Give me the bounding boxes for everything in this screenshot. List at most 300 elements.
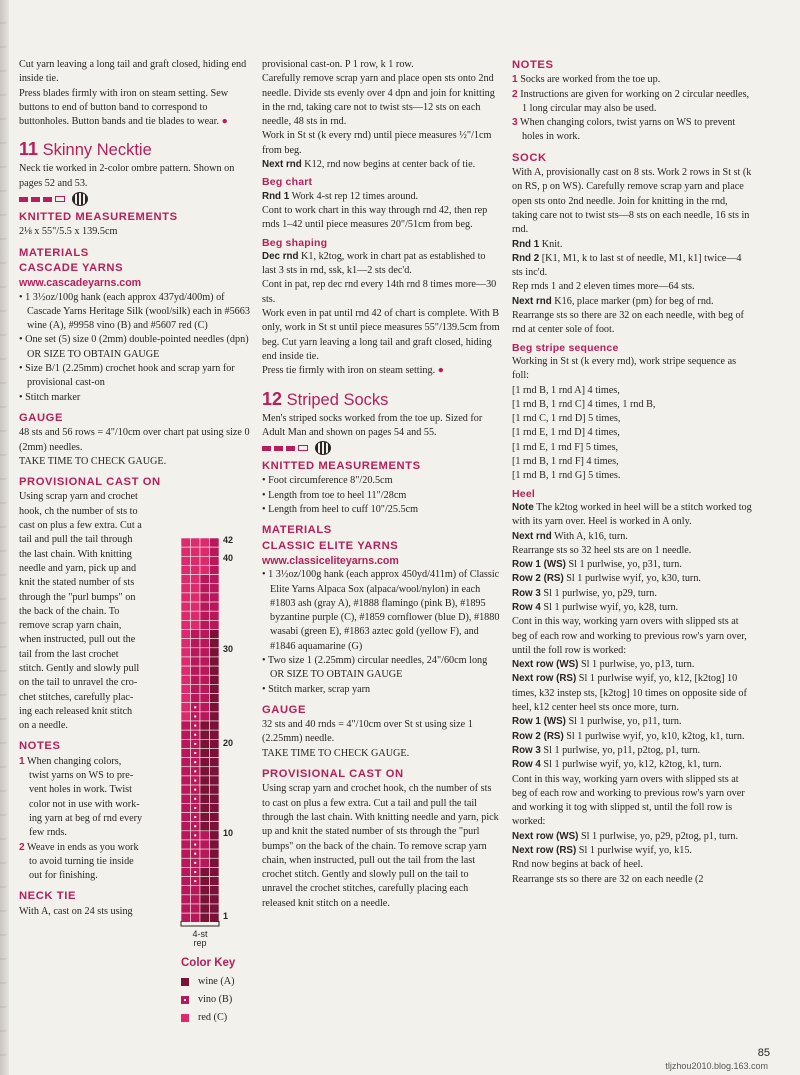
chart-cell bbox=[181, 611, 191, 620]
sock-heading: SOCK bbox=[512, 151, 547, 164]
chart-cell bbox=[181, 639, 191, 648]
chart-cell bbox=[210, 538, 220, 547]
note-number: 1 bbox=[19, 755, 25, 767]
chart-cell bbox=[200, 584, 210, 593]
chart-cell bbox=[200, 630, 210, 639]
text-para: Rearrange sts so there are 32 on each needle (2 bbox=[512, 873, 704, 885]
instruction: Row 4 Sl 1 purlwise wyif, yo, k12, k2tog, k1, turn. bbox=[512, 759, 722, 771]
chart-cell bbox=[191, 886, 201, 895]
chart-cell bbox=[210, 877, 220, 886]
chart-cell bbox=[191, 904, 201, 913]
chart-cell bbox=[200, 639, 210, 648]
chart-cell bbox=[210, 593, 220, 602]
materials-heading: MATERIALS bbox=[19, 246, 89, 259]
chart-cell bbox=[181, 703, 191, 712]
color-key-item: vino (B) bbox=[181, 993, 235, 1006]
chart-cell bbox=[181, 694, 191, 703]
text-line: cast on plus a few extra. Cut a bbox=[19, 520, 142, 532]
chart-cell bbox=[191, 666, 201, 675]
chart-cell bbox=[200, 611, 210, 620]
skill-level-indicator bbox=[19, 194, 250, 204]
stripe-line: [1 rnd B, 1 rnd G] 5 times. bbox=[512, 470, 621, 482]
text-para: Working in St st (k every rnd), work stripe sequence as foll: bbox=[512, 355, 737, 382]
chart-cell bbox=[210, 684, 220, 693]
chart-cell bbox=[210, 849, 220, 858]
stripe-line: [1 rnd B, 1 rnd A] 4 times, bbox=[512, 384, 620, 396]
chart-cell bbox=[200, 703, 210, 712]
yarn-url: www.classiceliteyarns.com bbox=[262, 554, 399, 567]
chart-cell bbox=[181, 630, 191, 639]
text-para: Rearrange sts so 32 heel sts are on 1 needle. bbox=[512, 544, 692, 556]
chart-cell bbox=[191, 620, 201, 629]
chart-cell bbox=[200, 694, 210, 703]
chart-cell bbox=[181, 904, 191, 913]
chart-cell bbox=[210, 822, 220, 831]
chart-cell bbox=[200, 593, 210, 602]
chart-cell bbox=[191, 694, 201, 703]
note-2: 2 Weave in ends as you work to avoid turning tie inside out for finishing. bbox=[19, 841, 139, 882]
chart-cell bbox=[210, 584, 220, 593]
material-item: • Stitch marker, scrap yarn bbox=[262, 683, 371, 695]
chart-cell bbox=[200, 886, 210, 895]
row-label: 30 bbox=[223, 644, 234, 654]
chart-cell bbox=[200, 730, 210, 739]
provisional-cast-on-text bbox=[19, 490, 169, 733]
chart-cell bbox=[200, 877, 210, 886]
skill-bar bbox=[19, 197, 28, 202]
chart-cell bbox=[181, 565, 191, 574]
instruction: Row 4 Sl 1 purlwise wyif, yo, k28, turn. bbox=[512, 601, 679, 613]
chart-cell bbox=[181, 877, 191, 886]
heel-heading: Heel bbox=[512, 487, 535, 500]
chart-cell bbox=[210, 831, 220, 840]
chart-cell bbox=[181, 657, 191, 666]
knitted-measurements-heading: KNITTED MEASUREMENTS bbox=[19, 211, 178, 224]
intro-para-2: Press blades firmly with iron on steam setting. Sew buttons to end of button band to correspond to buttonholes. Button bands and tie blades to wear. ● bbox=[19, 87, 229, 128]
chart-cell bbox=[200, 803, 210, 812]
beg-shaping-heading: Beg shaping bbox=[262, 236, 328, 249]
chart-cell bbox=[210, 730, 220, 739]
chart-cell bbox=[181, 602, 191, 611]
chart-cell bbox=[181, 831, 191, 840]
chart-cell bbox=[181, 822, 191, 831]
chart-cell bbox=[200, 556, 210, 565]
instruction: Next row (WS) Sl 1 purlwise, yo, p13, turn. bbox=[512, 659, 695, 671]
yarn-url: www.cascadeyarns.com bbox=[19, 277, 142, 290]
beg-chart-heading: Beg chart bbox=[262, 176, 313, 189]
text-para: Press tie firmly with iron on steam setting. ● bbox=[262, 365, 444, 377]
chart-cell bbox=[200, 895, 210, 904]
chart-cell bbox=[181, 803, 191, 812]
chart-cell bbox=[210, 794, 220, 803]
chart-cell-dot bbox=[194, 871, 196, 873]
chart-cell bbox=[191, 648, 201, 657]
text-line: on a needle. bbox=[19, 720, 68, 732]
chart-cell-dot bbox=[194, 862, 196, 864]
page-number: 85 bbox=[757, 1047, 770, 1059]
provisional-cast-on-heading: PROVISIONAL CAST ON bbox=[19, 476, 161, 489]
chart-cell bbox=[200, 813, 210, 822]
intro-para-1: Cut yarn leaving a long tail and graft closed, hiding end inside tie. bbox=[19, 59, 247, 85]
text-line: ing each released knit stitch bbox=[19, 705, 133, 717]
knitted-measurements-heading: KNITTED MEASUREMENTS bbox=[262, 460, 421, 473]
chart-cell bbox=[200, 776, 210, 785]
gauge-heading: GAUGE bbox=[19, 411, 64, 424]
chart-cell bbox=[210, 639, 220, 648]
chart-cell bbox=[210, 739, 220, 748]
chart-cell bbox=[210, 666, 220, 675]
chart-cell bbox=[200, 904, 210, 913]
project-number: 11 bbox=[19, 139, 39, 160]
instruction: Row 3 Sl 1 purlwise, yo, p29, turn. bbox=[512, 587, 657, 599]
text-para: Work in St st (k every rnd) until piece measures ½"/1cm from beg. bbox=[262, 130, 492, 156]
chart-cell-dot bbox=[194, 844, 196, 846]
chart-cell bbox=[200, 767, 210, 776]
row-label: 20 bbox=[223, 738, 234, 748]
chart-cell bbox=[181, 712, 191, 721]
knitted-measurements-text: 2⅛ x 55"/5.5 x 139.5cm bbox=[19, 226, 118, 238]
note-number: 2 bbox=[19, 841, 25, 853]
instruction: Next rnd K12, rnd now begins at center back of tie. bbox=[262, 159, 476, 171]
chart-cell bbox=[181, 785, 191, 794]
skill-level-indicator bbox=[262, 443, 500, 453]
chart-cell bbox=[200, 794, 210, 803]
chart-cell-dot bbox=[194, 807, 196, 809]
text-para: Rep rnds 1 and 2 eleven times more—64 sts. bbox=[512, 281, 695, 293]
chart-cell bbox=[200, 748, 210, 757]
measurement-item: • Foot circumference 8"/20.5cm bbox=[262, 475, 393, 487]
chart-cell bbox=[200, 785, 210, 794]
chart-cell bbox=[210, 712, 220, 721]
chart-cell bbox=[181, 748, 191, 757]
chart-cell bbox=[200, 648, 210, 657]
end-mark: ● bbox=[437, 365, 444, 377]
chart-cell-dot bbox=[194, 770, 196, 772]
bleed-through bbox=[0, 0, 6, 1075]
project-12-title bbox=[262, 389, 500, 410]
chart-cell-dot bbox=[194, 715, 196, 717]
chart-cell bbox=[181, 547, 191, 556]
chart-cell bbox=[181, 538, 191, 547]
chart-cell-dot bbox=[194, 734, 196, 736]
instruction: Rnd 1 Work 4-st rep 12 times around. bbox=[262, 190, 419, 202]
stripe-line: [1 rnd B, 1 rnd F] 4 times, bbox=[512, 456, 619, 468]
color-swatch bbox=[181, 996, 189, 1004]
chart-cell bbox=[200, 575, 210, 584]
yarn-brand-heading: CASCADE YARNS bbox=[19, 261, 124, 274]
chart-cell bbox=[210, 648, 220, 657]
skill-bar bbox=[262, 446, 271, 451]
color-key bbox=[181, 957, 235, 1029]
chart-cell bbox=[210, 703, 220, 712]
instruction: Rnd 1 Knit. bbox=[512, 238, 563, 250]
text-line: the back of the chain. To bbox=[19, 605, 120, 617]
chart-cell bbox=[181, 867, 191, 876]
chart-cell bbox=[181, 620, 191, 629]
project-name: Skinny Necktie bbox=[42, 141, 152, 160]
instruction: Dec rnd K1, k2tog, work in chart pat as established to last 3 sts in rnd, ssk, k1—2 sts dec'd. bbox=[262, 250, 486, 277]
chart-cell bbox=[210, 858, 220, 867]
chart-cell bbox=[200, 867, 210, 876]
chart-cell bbox=[210, 620, 220, 629]
material-item: • One set (5) size 0 (2mm) double-pointed needles (dpn) OR SIZE TO OBTAIN GAUGE bbox=[19, 334, 249, 360]
chart-cell bbox=[181, 849, 191, 858]
row-label: 42 bbox=[223, 535, 234, 545]
chart-cell bbox=[200, 712, 210, 721]
instruction: Row 2 (RS) Sl 1 purlwise wyif, yo, k10, k2tog, k1, turn. bbox=[512, 730, 745, 742]
chart-cell bbox=[210, 748, 220, 757]
gauge-heading: GAUGE bbox=[262, 703, 307, 716]
instruction: Next row (RS) Sl 1 purlwise wyif, yo, k12, [k2tog] 10 times, k32 instep sts, [k2tog] 10 times on opposite side of heel, k12 center heel sts once more, turn. bbox=[512, 673, 747, 714]
chart-cell bbox=[200, 840, 210, 849]
chart-grid bbox=[180, 537, 220, 929]
chart-cell bbox=[181, 666, 191, 675]
chart-cell bbox=[210, 602, 220, 611]
skill-bar-empty bbox=[55, 196, 65, 202]
note-item: 2 Instructions are given for working on 2 circular needles, 1 long circular may also be used. bbox=[512, 88, 750, 114]
chart-cell bbox=[181, 758, 191, 767]
measurement-item: • Length from heel to cuff 10"/25.5cm bbox=[262, 504, 419, 516]
provisional-cast-on-text: Using scrap yarn and crochet hook, ch the number of sts to cast on plus a few extra. Cut a tail and pull the tail through the last chain. With knitting needle and yarn, pick up and knit the stated number of sts through the "purl bumps" on the back of the chain. To remove scrap yarn chain, when instructed, pull out the tail from the last crochet stitch. Gently and slowly pull on the tail to unravel the crochet stitches, carefully placing each released knit stitch on a needle. bbox=[262, 783, 499, 909]
project-description: Neck tie worked in 2-color ombre pattern. Shown on pages 52 and 53. bbox=[19, 163, 235, 189]
chart-cell bbox=[181, 858, 191, 867]
instruction: Next rnd With A, k16, turn. bbox=[512, 530, 628, 542]
chart-cell bbox=[200, 538, 210, 547]
chart-cell-dot bbox=[194, 880, 196, 882]
chart-cell bbox=[181, 575, 191, 584]
material-item: • Stitch marker bbox=[19, 391, 81, 403]
instruction: Rnd 2 [K1, M1, k to last st of needle, M1, k1] twice—4 sts inc'd. bbox=[512, 252, 742, 279]
text-para: Cont to work chart in this way through rnd 42, then rep rnds 1–42 until piece measures 20"/51cm from beg. bbox=[262, 204, 488, 231]
chart-cell bbox=[181, 721, 191, 730]
chart-cell-dot bbox=[194, 789, 196, 791]
chart-cell bbox=[181, 794, 191, 803]
notes-heading: NOTES bbox=[512, 59, 554, 71]
note-item: 3 When changing colors, twist yarns on WS to prevent holes in work. bbox=[512, 117, 736, 143]
stripe-line: [1 rnd E, 1 rnd F] 5 times, bbox=[512, 441, 619, 453]
chart-cell bbox=[181, 886, 191, 895]
chart-cell bbox=[210, 721, 220, 730]
chart-cell bbox=[191, 657, 201, 666]
chart-cell bbox=[181, 776, 191, 785]
chart-cell bbox=[191, 593, 201, 602]
chart-cell-dot bbox=[194, 816, 196, 818]
neck-tie-text: With A, cast on 24 sts using bbox=[19, 905, 133, 917]
material-item: • Two size 1 (2.25mm) circular needles, 24"/60cm long OR SIZE TO OBTAIN GAUGE bbox=[262, 654, 488, 681]
chart-cell bbox=[191, 556, 201, 565]
chart-cell bbox=[210, 840, 220, 849]
stripe-sequence-heading: Beg stripe sequence bbox=[512, 341, 619, 354]
chart-cell bbox=[200, 602, 210, 611]
text-line: tail from the last crochet bbox=[19, 648, 119, 660]
skill-bar bbox=[31, 197, 40, 202]
chart-cell bbox=[200, 547, 210, 556]
text-para: Cont in pat, rep dec rnd every 14th rnd 8 times more—30 sts. bbox=[262, 279, 497, 305]
text-line: Using scrap yarn and crochet bbox=[19, 491, 138, 503]
project-description: Men's striped socks worked from the toe up. Sized for Adult Man and shown on pages 54 and 55. bbox=[262, 412, 483, 438]
color-swatch bbox=[181, 978, 189, 986]
chart-cell bbox=[210, 675, 220, 684]
color-swatch bbox=[181, 1014, 189, 1022]
chart-cell-dot bbox=[194, 779, 196, 781]
text-para: provisional cast-on. P 1 row, k 1 row. bbox=[262, 59, 414, 70]
material-item: • 1 3½oz/100g hank (each approx 450yd/411m) of Classic Elite Yarns Alpaca Sox (alpaca/wool/nylon) in each #1803 ash (gray A), #1888 flamingo (pink B), #1895 byzantine purple (C), #1859 cornflower (blue D), #1880 wasabi (green E), #1863 aztec gold (yellow F), and #1846 aquamarine (G) bbox=[262, 569, 500, 652]
chart-cell bbox=[181, 675, 191, 684]
chart-cell bbox=[191, 639, 201, 648]
chart-cell bbox=[191, 547, 201, 556]
skill-bar-empty bbox=[298, 445, 308, 451]
chart-cell bbox=[200, 758, 210, 767]
color-key-title: Color Key bbox=[181, 957, 236, 969]
instruction: Next rnd K16, place marker (pm) for beg of rnd. Rearrange sts so there are 32 on each needle, with beg of rnd at center sole of foot. bbox=[512, 295, 744, 336]
chart-cell bbox=[181, 767, 191, 776]
chart-cell bbox=[181, 739, 191, 748]
chart-cell bbox=[210, 785, 220, 794]
text-para: With A, provisionally cast on 8 sts. Work 2 rows in St st (k on RS, p on WS). Carefully remove scrap yarn and place open sts onto 2nd needle. Join for knitting in the rnd, taking care not to twist sts—8 sts on each needle, 16 sts in rnd. bbox=[512, 167, 752, 236]
end-mark: ● bbox=[221, 116, 228, 128]
chart-cell bbox=[191, 584, 201, 593]
chart-cell bbox=[210, 867, 220, 876]
column-2 bbox=[262, 58, 500, 911]
text-para: Rnd now begins at back of heel. bbox=[512, 859, 643, 871]
row-label: 40 bbox=[223, 553, 234, 563]
chart-cell bbox=[200, 822, 210, 831]
chart-cell bbox=[210, 904, 220, 913]
chart-cell bbox=[210, 886, 220, 895]
instruction: Next row (WS) Sl 1 purlwise, yo, p29, p2tog, p1, turn. bbox=[512, 830, 739, 842]
notes-heading: NOTES bbox=[19, 740, 61, 753]
chart-cell-dot bbox=[194, 725, 196, 727]
gauge-text: 32 sts and 40 rnds = 4"/10cm over St st using size 1 (2.25mm) needle. bbox=[262, 719, 473, 745]
project-number: 12 bbox=[262, 388, 283, 409]
chart-cell-dot bbox=[194, 834, 196, 836]
note-item: 1 Socks are worked from the toe up. bbox=[512, 74, 661, 86]
text-para: Carefully remove scrap yarn and place open sts onto 2nd needle. Divide sts evenly over 4 dpn and join for knitting in the rnd, taking care not to twist sts—12 sts on each needle, 48 sts in rnd. bbox=[262, 73, 495, 128]
skill-bar bbox=[286, 446, 295, 451]
stripe-line: [1 rnd E, 1 rnd D] 4 times, bbox=[512, 427, 620, 439]
chart-cell bbox=[210, 547, 220, 556]
yarn-weight-icon bbox=[72, 192, 88, 206]
chart-cell bbox=[210, 758, 220, 767]
text-para: Work even in pat until rnd 42 of chart is complete. With B only, work in St st until piece measures 55"/139.5cm from beg. Cut yarn leaving a long tail and graft closed, hiding end inside tie. bbox=[262, 308, 500, 362]
text-line: stitch. Gently and slowly pull bbox=[19, 662, 140, 674]
chart-cell bbox=[191, 630, 201, 639]
material-item: • Size B/1 (2.25mm) crochet hook and scrap yarn for provisional cast-on bbox=[19, 363, 235, 389]
chart-cell bbox=[210, 767, 220, 776]
project-name: Striped Socks bbox=[286, 390, 389, 409]
instruction: Row 1 (WS) Sl 1 purlwise, yo, p31, turn. bbox=[512, 559, 682, 571]
color-key-item: wine (A) bbox=[181, 975, 235, 988]
chart-cell bbox=[181, 593, 191, 602]
text-line: knit the stated number of sts bbox=[19, 577, 135, 589]
instruction: Note The k2tog worked in heel will be a stitch worked tog with its yarn over. Heel is worked in A only. bbox=[512, 501, 752, 528]
chart-cell bbox=[210, 776, 220, 785]
chart-cell bbox=[191, 538, 201, 547]
chart-cell bbox=[210, 556, 220, 565]
chart-cell bbox=[200, 684, 210, 693]
text-line: the last chain. With knitting bbox=[19, 548, 132, 560]
chart-cell bbox=[200, 831, 210, 840]
text-line: hook, ch the number of sts to bbox=[19, 505, 138, 517]
instruction: Row 3 Sl 1 purlwise, yo, p11, p2tog, p1, turn. bbox=[512, 744, 701, 756]
gauge-check: TAKE TIME TO CHECK GAUGE. bbox=[262, 747, 410, 759]
material-item: • 1 3½oz/100g hank (each approx 437yd/400m) of Cascade Yarns Heritage Silk (wool/silk) each in #5663 wine (A), #9958 vino (B) and #5607 red (C) bbox=[19, 291, 250, 332]
chart-cell bbox=[210, 611, 220, 620]
text-line: on the tail to unravel the cro- bbox=[19, 677, 138, 689]
text-line: chet stitches, carefully plac- bbox=[19, 691, 134, 703]
chart-cell-dot bbox=[194, 761, 196, 763]
chart-cell bbox=[200, 849, 210, 858]
instruction: Next row (RS) Sl 1 purlwise wyif, yo, k15. bbox=[512, 845, 692, 857]
chart-cell bbox=[200, 858, 210, 867]
chart-cell-dot bbox=[194, 752, 196, 754]
text-line: needle and yarn, pick up and bbox=[19, 562, 137, 574]
chart-cell bbox=[210, 657, 220, 666]
chart-cell bbox=[210, 803, 220, 812]
project-11-title bbox=[19, 139, 250, 160]
chart-cell bbox=[191, 565, 201, 574]
chart-cell bbox=[181, 895, 191, 904]
chart-cell bbox=[181, 730, 191, 739]
chart-cell-dot bbox=[194, 825, 196, 827]
chart-cell-dot bbox=[194, 853, 196, 855]
row-label: 10 bbox=[223, 828, 234, 838]
chart-cell bbox=[210, 630, 220, 639]
chart-cell bbox=[191, 675, 201, 684]
stripe-line: [1 rnd C, 1 rnd D] 5 times, bbox=[512, 413, 621, 425]
chart-cell-dot bbox=[194, 743, 196, 745]
column-3 bbox=[512, 58, 752, 887]
chart-cell-dot bbox=[194, 706, 196, 708]
provisional-cast-on-heading: PROVISIONAL CAST ON bbox=[262, 768, 404, 781]
chart-cell-dot bbox=[194, 798, 196, 800]
instruction: Row 2 (RS) Sl 1 purlwise wyif, yo, k30, turn. bbox=[512, 573, 701, 585]
chart-cell bbox=[181, 813, 191, 822]
instruction: Row 1 (WS) Sl 1 purlwise, yo, p11, turn. bbox=[512, 716, 682, 728]
chart-cell bbox=[200, 675, 210, 684]
text-line: tail and pull the tail through bbox=[19, 534, 133, 546]
chart-cell bbox=[181, 840, 191, 849]
chart-cell bbox=[200, 565, 210, 574]
text-line: when instructed, pull out the bbox=[19, 634, 136, 646]
chart-cell bbox=[181, 684, 191, 693]
text-line: through the "purl bumps" on bbox=[19, 591, 136, 603]
row-label: 1 bbox=[223, 911, 229, 921]
chart-cell bbox=[200, 620, 210, 629]
chart-cell bbox=[181, 556, 191, 565]
chart-cell bbox=[200, 739, 210, 748]
chart-cell bbox=[191, 684, 201, 693]
chart-cell bbox=[210, 694, 220, 703]
text-para: Cont in this way, working yarn overs with slipped sts at beg of each row and working to previous row's yarn over and working it tog with slipped st, until the foll row is worked: bbox=[512, 773, 745, 828]
chart-cell bbox=[181, 648, 191, 657]
repeat-label: 4-st rep bbox=[192, 929, 208, 948]
color-key-item: red (C) bbox=[181, 1011, 235, 1024]
chart-cell bbox=[191, 611, 201, 620]
chart-cell bbox=[210, 575, 220, 584]
gauge-check: TAKE TIME TO CHECK GAUGE. bbox=[19, 455, 167, 467]
skill-bar bbox=[43, 197, 52, 202]
stripe-line: [1 rnd B, 1 rnd C] 4 times, 1 rnd B, bbox=[512, 398, 656, 410]
yarn-brand-heading: CLASSIC ELITE YARNS bbox=[262, 539, 399, 552]
skill-bar bbox=[274, 446, 283, 451]
gauge-text: 48 sts and 56 rows = 4"/10cm over chart pat using size 0 (2mm) needles. bbox=[19, 427, 250, 453]
yarn-weight-icon bbox=[315, 441, 331, 455]
chart-cell bbox=[200, 721, 210, 730]
note-1: 1 When changing colors, twist yarns on WS to pre- vent holes in work. Twist color not in use with work- ing yarn at beg of rnd every few rnds. bbox=[19, 755, 143, 839]
chart-cell bbox=[191, 575, 201, 584]
watermark: tljzhou2010.blog.163.com bbox=[665, 1061, 768, 1071]
